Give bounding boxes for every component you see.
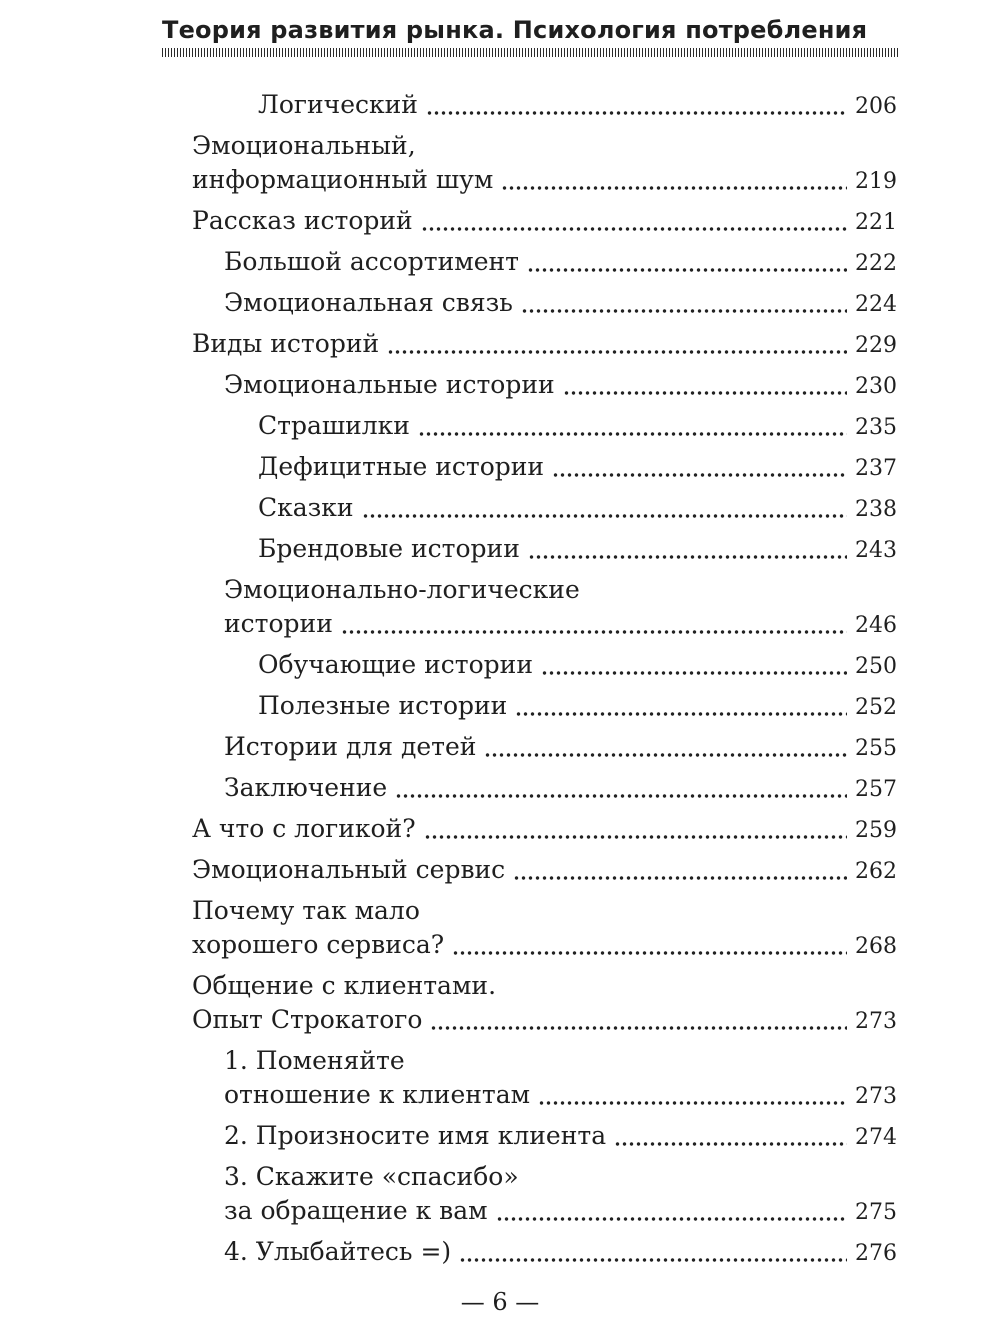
toc-entry-page: 224 (855, 292, 897, 317)
toc-entry-title: Истории для детей (224, 732, 477, 761)
toc-entry-title: информационный шум (192, 165, 494, 194)
dot-leader (426, 110, 847, 116)
dot-leader (527, 267, 847, 273)
toc-entry-line (224, 1194, 897, 1228)
toc-entry-line (224, 245, 897, 279)
toc-entry-title: Обучающие истории (258, 650, 533, 679)
toc-entry-title: Эмоциональные истории (224, 370, 555, 399)
toc-entry-line (224, 1160, 897, 1194)
toc-entry-page: 222 (855, 251, 897, 276)
toc-entry-page: 235 (855, 415, 897, 440)
toc-entry-line (224, 573, 897, 607)
toc-entry-page: 246 (855, 613, 897, 638)
toc-entry-line (224, 1235, 897, 1269)
dot-leader (501, 185, 847, 191)
toc-entry-title: Виды историй (192, 329, 380, 358)
toc-entry-line (192, 894, 897, 928)
dot-leader (521, 308, 847, 314)
toc-entry-title: Эмоциональная связь (224, 288, 513, 317)
dot-leader (563, 390, 847, 396)
toc-entry-title: Общение с клиентами. (192, 971, 497, 1000)
toc-entry-line (224, 607, 897, 641)
toc-entry-page: 221 (855, 210, 897, 235)
dot-leader (387, 349, 847, 355)
toc-entry-title: Дефицитные истории (258, 452, 545, 481)
toc-entry-line (192, 163, 897, 197)
toc-entry-line (258, 409, 897, 443)
dot-leader (430, 1025, 847, 1031)
toc-entry-page: 229 (855, 333, 897, 358)
toc-entry-title: Большой ассортимент (224, 247, 520, 276)
toc-entry-line (192, 969, 897, 1003)
toc-entry-page: 257 (855, 777, 897, 802)
running-header: Теория развития рынка. Психология потребления (162, 16, 868, 44)
page-number: — 6 — (460, 1288, 540, 1316)
toc-entry-page: 243 (855, 538, 897, 563)
dot-leader (362, 513, 847, 519)
dot-leader (459, 1257, 847, 1263)
toc-entry-title: 2. Произносите имя клиента (224, 1121, 607, 1150)
dot-leader (528, 554, 847, 560)
toc-entry-page: 276 (855, 1241, 897, 1266)
dot-leader (496, 1216, 847, 1222)
toc-entry-line (258, 648, 897, 682)
toc-entry-title: хорошего сервиса? (192, 930, 445, 959)
toc-entry-line (224, 730, 897, 764)
toc-entry-line (192, 812, 897, 846)
toc-entry-line (258, 450, 897, 484)
dot-leader (614, 1141, 847, 1147)
toc-entry-title: Логический (258, 90, 418, 119)
toc-entry-page: 206 (855, 94, 897, 119)
toc-entry-title: Сказки (258, 493, 354, 522)
toc-entry-title: 3. Скажите «спасибо» (224, 1162, 519, 1191)
toc-entry-title: Эмоциональный, (192, 131, 416, 160)
dot-leader (341, 629, 847, 635)
toc-entry-page: 273 (855, 1009, 897, 1034)
toc-entry-page: 250 (855, 654, 897, 679)
dot-leader (421, 226, 847, 232)
toc-entry-title: отношение к клиентам (224, 1080, 531, 1109)
toc-entry-line (192, 327, 897, 361)
toc-entry-title: Эмоциональный сервис (192, 855, 506, 884)
dot-leader (541, 670, 847, 676)
toc-entry-line (224, 771, 897, 805)
dot-leader (513, 875, 847, 881)
toc-entry-line (192, 853, 897, 887)
toc-entry-title: Брендовые истории (258, 534, 520, 563)
toc-entry-page: 237 (855, 456, 897, 481)
toc-entry-page: 273 (855, 1084, 897, 1109)
dot-leader (538, 1100, 847, 1106)
toc-entry-title: А что с логикой? (192, 814, 416, 843)
toc-entry-line (258, 689, 897, 723)
toc-entry-page: 238 (855, 497, 897, 522)
toc-entry-page: 255 (855, 736, 897, 761)
toc-entry-title: истории (224, 609, 333, 638)
toc-entry-page: 262 (855, 859, 897, 884)
dot-leader (424, 834, 847, 840)
dot-leader (515, 711, 847, 717)
dot-leader (418, 431, 847, 437)
toc-entry-page: 268 (855, 934, 897, 959)
toc-entry-title: 1. Поменяйте (224, 1046, 405, 1075)
toc-entry-line (224, 368, 897, 402)
toc-entry-line (224, 1119, 897, 1153)
toc-entry-title: Страшилки (258, 411, 410, 440)
dot-leader (452, 950, 847, 956)
toc-entry-title: 4. Улыбайтесь =) (224, 1237, 452, 1266)
toc-entry-line (192, 204, 897, 238)
toc-entry-line (224, 286, 897, 320)
toc-entry-line (258, 532, 897, 566)
toc-entry-page: 230 (855, 374, 897, 399)
toc-entry-title: за обращение к вам (224, 1196, 488, 1225)
toc-entry-page: 219 (855, 169, 897, 194)
toc-entry-page: 275 (855, 1200, 897, 1225)
toc-entry-page: 259 (855, 818, 897, 843)
toc-entry-title: Заключение (224, 773, 388, 802)
toc-entry-title: Рассказ историй (192, 206, 413, 235)
toc-entry-title: Эмоционально-логические (224, 575, 580, 604)
toc-entry-line (258, 88, 897, 122)
toc-entry-title: Почему так мало (192, 896, 420, 925)
dot-leader (484, 752, 847, 758)
toc-entry-line (224, 1078, 897, 1112)
toc-entry-line (192, 1003, 897, 1037)
toc-entry-page: 274 (855, 1125, 897, 1150)
toc-entry-line (192, 928, 897, 962)
dot-leader (552, 472, 847, 478)
toc-entry-line (192, 129, 897, 163)
toc-entry-title: Полезные истории (258, 691, 508, 720)
toc-entry-page: 252 (855, 695, 897, 720)
toc-entry-line (258, 491, 897, 525)
toc-entry-title: Опыт Строкатого (192, 1005, 423, 1034)
toc-entry-line (224, 1044, 897, 1078)
dot-leader (395, 793, 847, 799)
